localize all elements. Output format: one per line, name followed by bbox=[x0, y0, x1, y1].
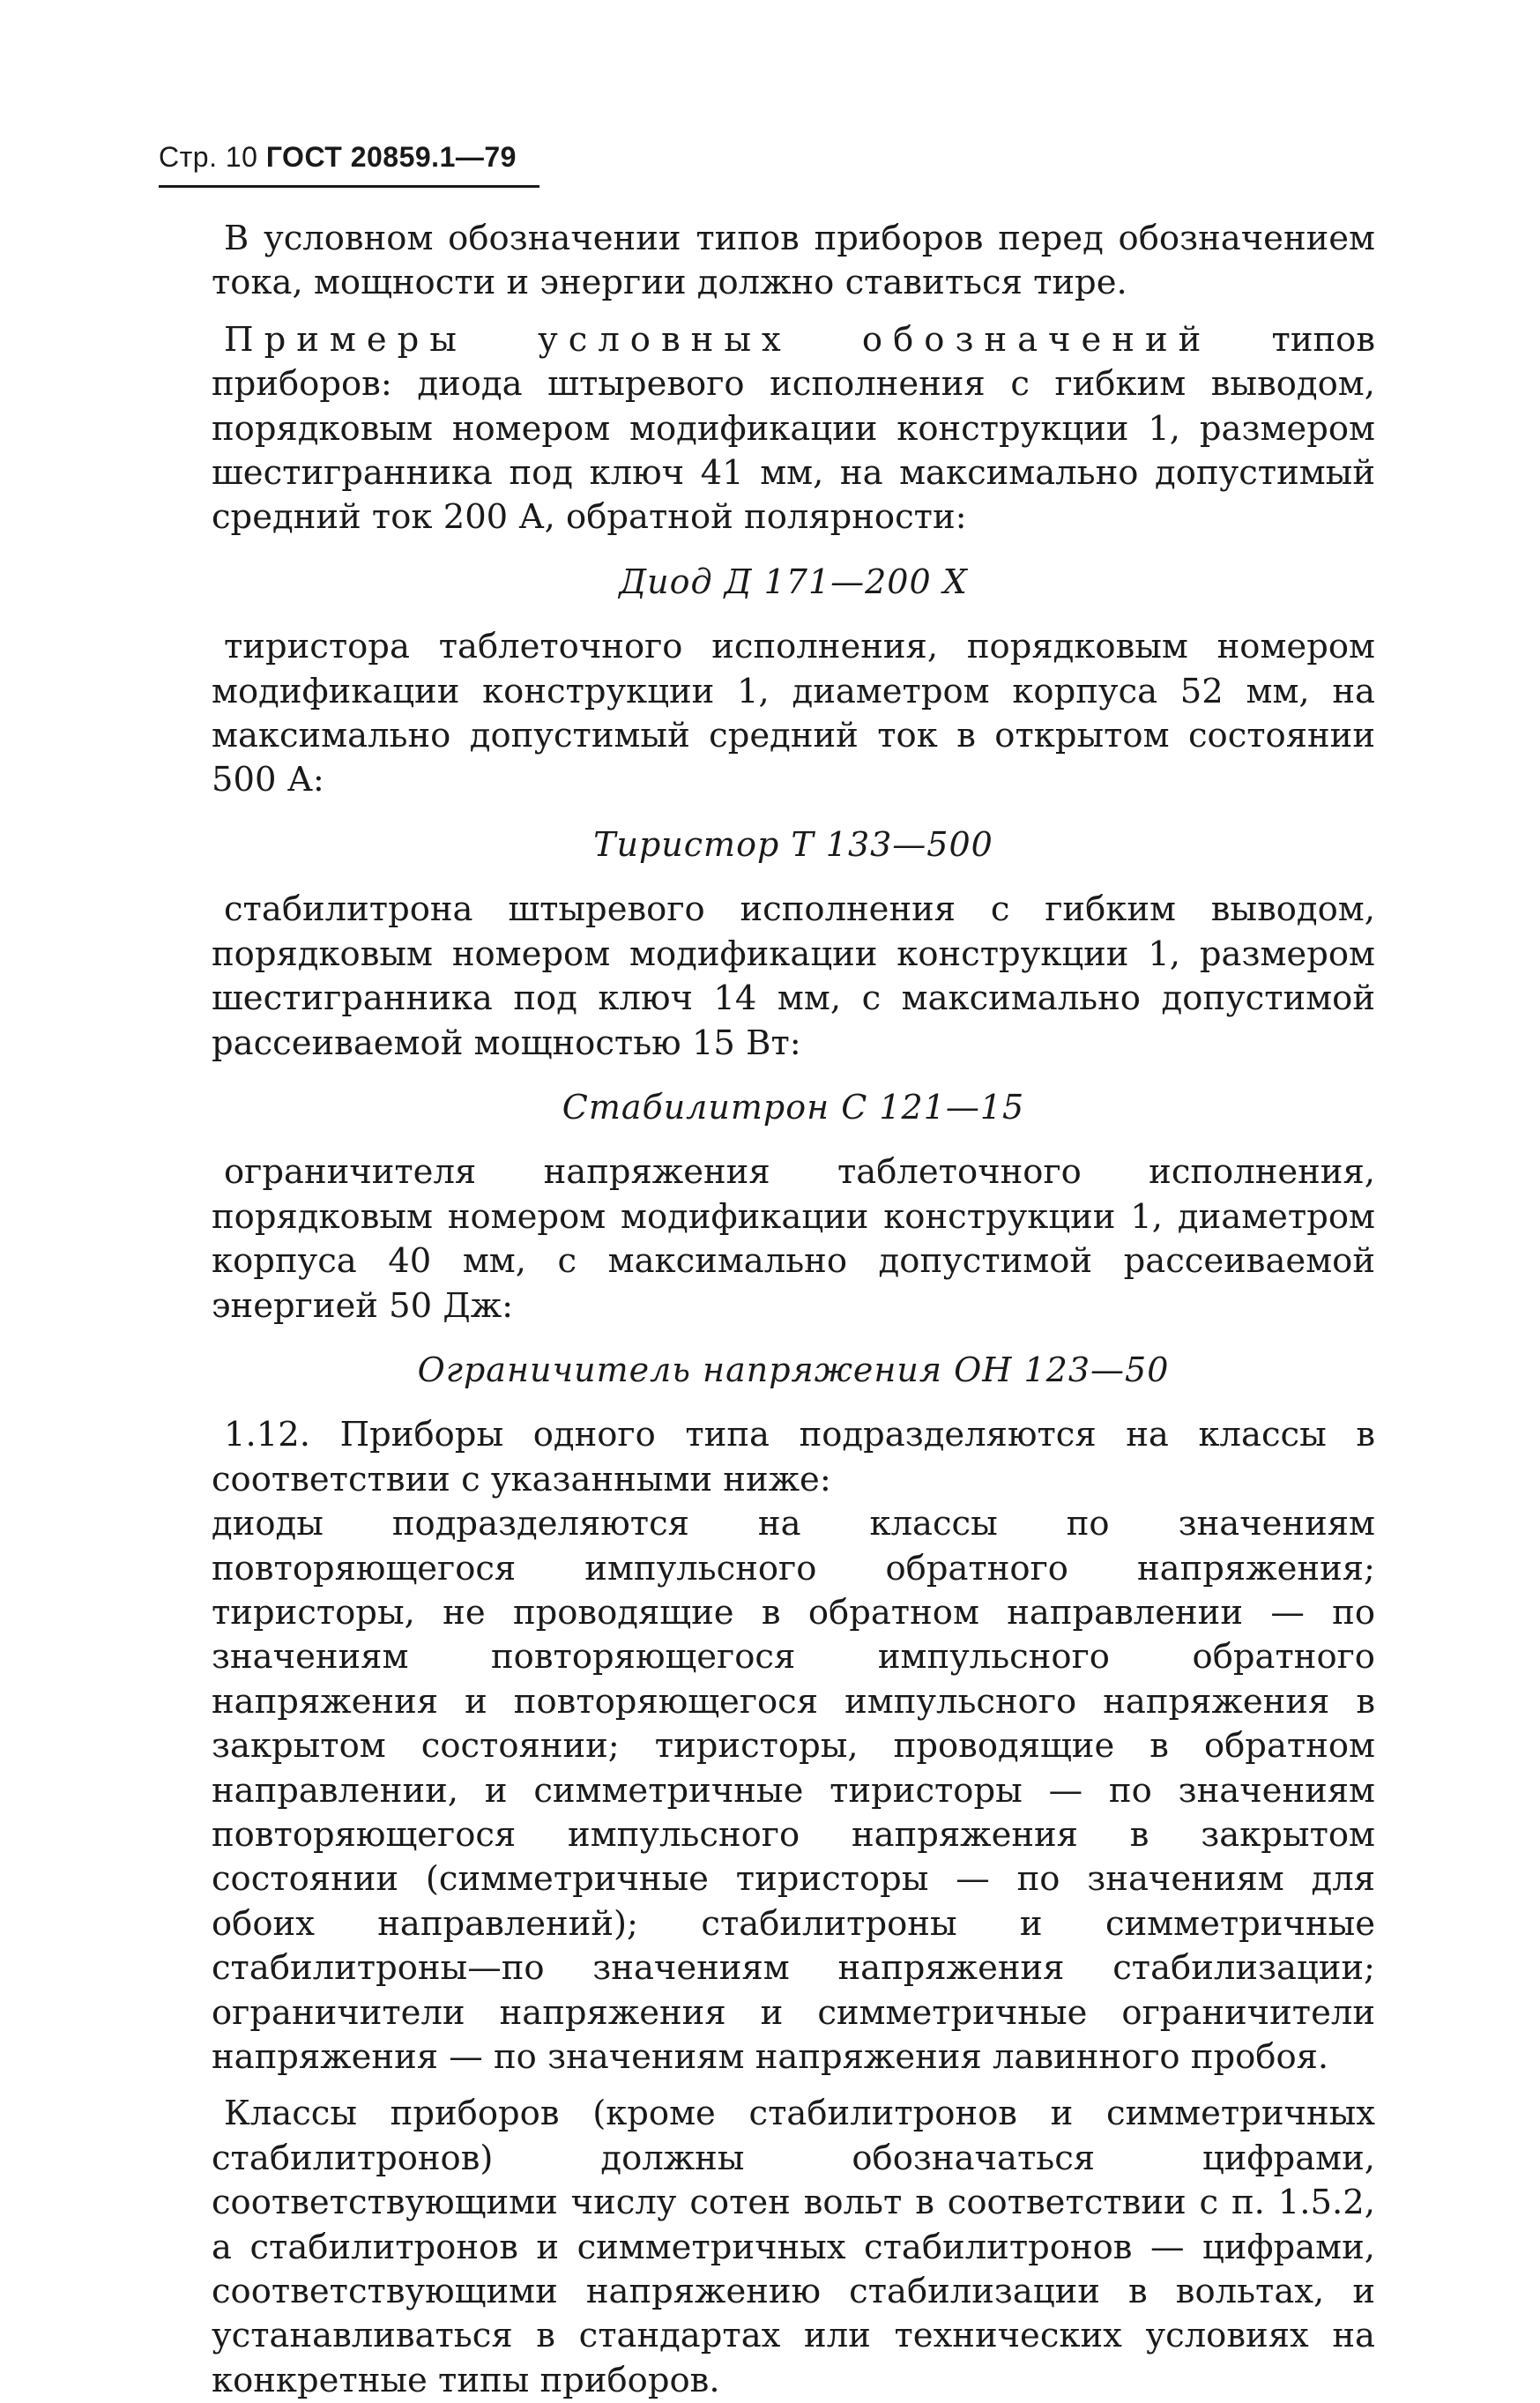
example-limiter: Ограничитель напряжения ОН 123—50 bbox=[417, 1350, 1170, 1389]
header-rule bbox=[159, 185, 539, 188]
body-text bbox=[212, 217, 1375, 2403]
paragraph-class-designation: Классы приборов (кроме стабилитронов и симметричных стабилитронов) должны обозначаться цифрами, соответствующими числу сотен вольт в соответствии с п. 1.5.2, а стабилитронов и симметричных стабилитронов — цифрами, соответствующими напряжению стабилизации в вольтах, и устанавливаться в стандартах или технических условиях на конкретные типы приборов. bbox=[212, 2094, 1375, 2400]
page-header bbox=[159, 139, 517, 175]
examples-diode-description: типов приборов: диода штыревого исполнения с гибким выводом, порядковым номером модификации конструкции 1, размером шестигранника под ключ 41 мм, на максимально допустимый средний ток 200 А, обратной полярности: bbox=[212, 319, 1375, 538]
examples-lead: Примеры условных обозначений bbox=[224, 319, 1212, 360]
paragraph-designation-dash: В условном обозначении типов приборов перед обозначением тока, мощности и энергии должно ставиться тире. bbox=[212, 219, 1375, 303]
paragraph-clause-1-12: 1.12. Приборы одного типа подразделяются на классы в соответствии с указанными ниже: bbox=[212, 1415, 1375, 1499]
paragraph-class-criteria: диоды подразделяются на классы по значениям повторяющегося импульсного обратного напряжения; тиристоры, не проводящие в обратном направлении — по значениям повторяющегося импульсного обратного напряжения и повторяющегося импульсного напряжения в закрытом состоянии; тиристоры, проводящие в обратном направлении, и симметричные тиристоры — по значениям повторяющегося импульсного напряжения в закрытом состоянии (симметричные тиристоры — по значениям для обоих направлений); стабилитроны и симметричные стабилитроны—по значениям напряжения стабилизации; ограничители напряжения и симметричные ограничители напряжения — по значениям напряжения лавинного пробоя. bbox=[212, 1504, 1375, 2078]
standard-designation: ГОСТ 20859.1—79 bbox=[265, 141, 517, 173]
paragraph-zener-description: стабилитрона штыревого исполнения с гибким выводом, порядковым номером модификации конструкции 1, размером шестигранника под ключ 14 мм, с максимально допустимой рассеиваемой мощностью 15 Вт: bbox=[212, 889, 1375, 1063]
paragraph-examples-intro bbox=[212, 318, 1375, 540]
example-thyristor: Тиристор Т 133—500 bbox=[593, 824, 993, 864]
page-number-label: Стр. 10 bbox=[159, 141, 258, 173]
example-zener: Стабилитрон С 121—15 bbox=[562, 1087, 1025, 1127]
paragraph-thyristor-description: тиристора таблеточного исполнения, порядковым номером модификации конструкции 1, диаметром корпуса 52 мм, на максимально допустимый средний ток в открытом состоянии 500 А: bbox=[212, 627, 1375, 800]
paragraph-limiter-description: ограничителя напряжения таблеточного исполнения, порядковым номером модификации конструкции 1, диаметром корпуса 40 мм, с максимально допустимой рассеиваемой энергией 50 Дж: bbox=[212, 1152, 1375, 1326]
example-diode: Диод Д 171—200 Х bbox=[619, 562, 968, 601]
